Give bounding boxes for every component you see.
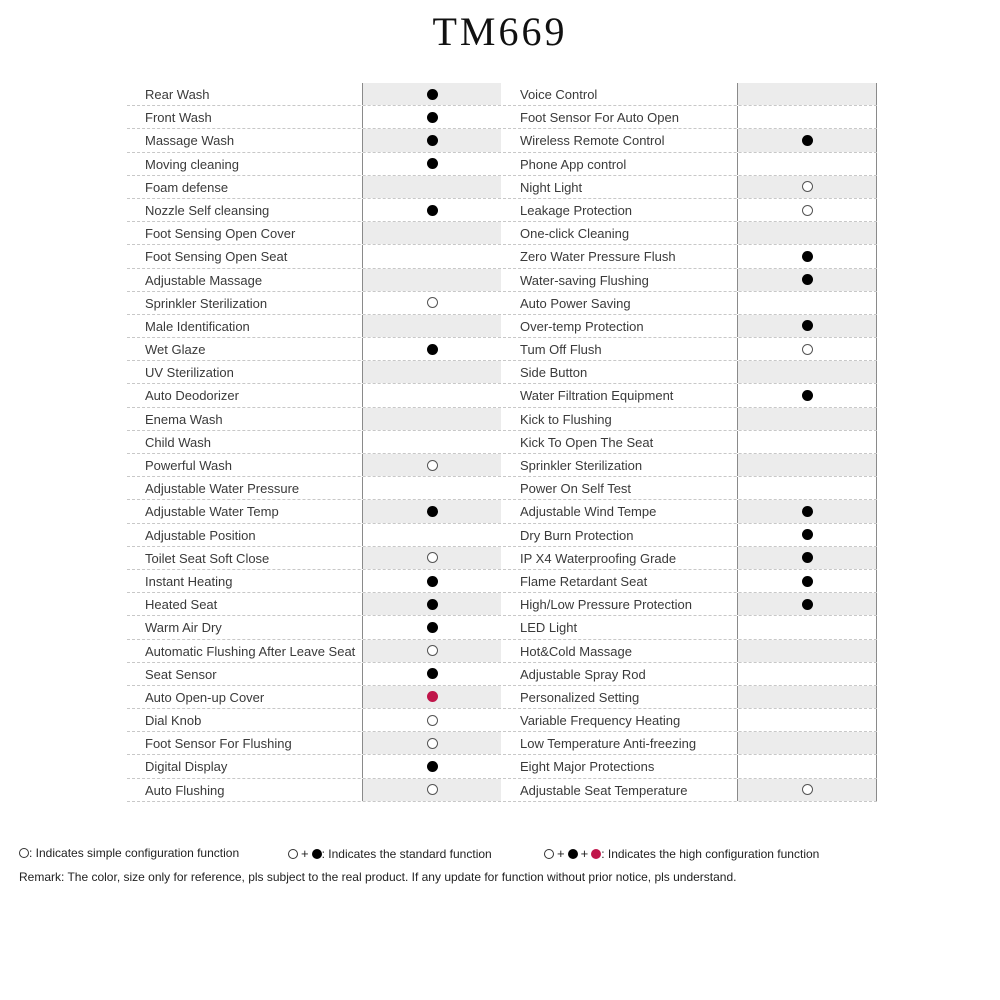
feature-mark-cell: [362, 384, 501, 406]
feature-name: Zero Water Pressure Flush: [520, 249, 676, 265]
feature-mark-cell: [737, 570, 877, 592]
feature-row: [127, 500, 501, 523]
feature-name: LED Light: [520, 620, 578, 636]
feature-name: Foot Sensor For Flushing: [145, 736, 292, 752]
feature-row: [127, 153, 501, 176]
feature-mark-cell: [362, 338, 501, 360]
feature-name: Leakage Protection: [520, 202, 633, 218]
filled-circle-icon: [427, 344, 438, 355]
feature-name: Voice Control: [520, 87, 598, 102]
feature-name: Auto Power Saving: [520, 295, 631, 311]
feature-name: Foot Sensor For Auto Open: [520, 110, 679, 126]
feature-mark-cell: [362, 106, 501, 128]
feature-name: Seat Sensor: [145, 666, 217, 682]
feature-row: [503, 570, 877, 593]
feature-mark-cell: [362, 686, 501, 708]
feature-row: [503, 616, 877, 639]
hollow-circle-icon: [427, 715, 438, 726]
feature-name: Night Light: [520, 179, 583, 195]
feature-mark-cell: [362, 292, 501, 314]
plus-sign: +: [301, 846, 309, 861]
feature-name: One-click Cleaning: [520, 226, 630, 242]
feature-mark-cell: [362, 663, 501, 685]
feature-row: [127, 269, 501, 292]
filled-circle-icon: [427, 576, 438, 587]
hollow-circle-icon: [802, 344, 813, 355]
feature-row: [127, 593, 501, 616]
feature-row: [503, 176, 877, 199]
feature-name: Moving cleaning: [145, 156, 239, 172]
feature-mark-cell: [737, 83, 877, 105]
feature-table-left: [127, 83, 501, 802]
feature-name: Tum Off Flush: [520, 342, 602, 358]
legend-simple: [19, 846, 239, 860]
feature-row: [503, 315, 877, 338]
feature-table-right: [503, 83, 877, 802]
feature-name: Side Button: [520, 365, 588, 381]
feature-name: Power On Self Test: [520, 481, 632, 497]
feature-mark-cell: [737, 593, 877, 615]
feature-mark-cell: [362, 408, 501, 430]
filled-circle-icon: [802, 251, 813, 262]
feature-mark-cell: [737, 709, 877, 731]
feature-row: [503, 547, 877, 570]
feature-mark-cell: [737, 755, 877, 777]
feature-mark-cell: [362, 176, 501, 198]
feature-row: [503, 408, 877, 431]
feature-name: Adjustable Seat Temperature: [520, 782, 688, 798]
feature-mark-cell: [737, 454, 877, 476]
hollow-circle-icon: [427, 645, 438, 656]
feature-row: [503, 222, 877, 245]
legend: [19, 846, 979, 884]
feature-row: [503, 245, 877, 268]
feature-mark-cell: [362, 129, 501, 151]
feature-row: [503, 153, 877, 176]
plus-sign: +: [580, 846, 589, 861]
feature-mark-cell: [737, 524, 877, 546]
feature-name: Adjustable Position: [145, 527, 256, 543]
feature-row: [127, 338, 501, 361]
filled-circle-icon: [427, 89, 438, 100]
feature-mark-cell: [362, 779, 501, 801]
feature-mark-cell: [737, 431, 877, 453]
red-circle-icon: [427, 691, 438, 702]
feature-row: [127, 709, 501, 732]
feature-mark-cell: [737, 361, 877, 383]
feature-row: [127, 755, 501, 778]
filled-circle-icon: [427, 112, 438, 123]
feature-mark-cell: [737, 245, 877, 267]
feature-name: Over-temp Protection: [520, 318, 644, 334]
feature-mark-cell: [362, 755, 501, 777]
feature-row: [127, 663, 501, 686]
feature-name: Variable Frequency Heating: [520, 713, 681, 729]
filled-circle-icon: [802, 390, 813, 401]
feature-row: [503, 755, 877, 778]
feature-mark-cell: [362, 269, 501, 291]
feature-name: Front Wash: [145, 110, 212, 126]
legend-standard: [288, 846, 492, 861]
feature-mark-cell: [362, 709, 501, 731]
feature-mark-cell: [737, 732, 877, 754]
filled-circle-icon: [427, 205, 438, 216]
feature-name: Adjustable Spray Rod: [520, 666, 646, 682]
feature-row: [127, 245, 501, 268]
feature-name: UV Sterilization: [145, 365, 234, 381]
feature-row: [503, 454, 877, 477]
feature-name: Foot Sensing Open Seat: [145, 249, 288, 265]
hollow-circle-icon: [427, 738, 438, 749]
hollow-circle-icon: [544, 849, 554, 859]
feature-row: [127, 524, 501, 547]
feature-mark-cell: [737, 199, 877, 221]
feature-row: [503, 292, 877, 315]
feature-mark-cell: [362, 477, 501, 499]
feature-name: Adjustable Massage: [145, 272, 263, 288]
feature-mark-cell: [737, 153, 877, 175]
feature-name: Instant Heating: [145, 573, 233, 589]
feature-row: [127, 640, 501, 663]
feature-name: Water Filtration Equipment: [520, 388, 674, 404]
feature-row: [127, 315, 501, 338]
feature-row: [503, 779, 877, 802]
filled-circle-icon: [802, 552, 813, 563]
filled-circle-icon: [802, 529, 813, 540]
feature-name: Nozzle Self cleansing: [145, 202, 270, 218]
feature-row: [503, 361, 877, 384]
filled-circle-icon: [312, 849, 322, 859]
feature-row: [127, 686, 501, 709]
legend-simple-text: : Indicates simple configuration function: [29, 846, 240, 860]
hollow-circle-icon: [427, 460, 438, 471]
filled-circle-icon: [427, 506, 438, 517]
feature-mark-cell: [737, 616, 877, 638]
feature-name: Warm Air Dry: [145, 620, 222, 636]
feature-mark-cell: [362, 361, 501, 383]
remark-text: Remark: The color, size only for reference, pls subject to the real product. If any update for function without prior notice, pls understand.: [19, 870, 737, 884]
feature-name: IP X4 Waterproofing Grade: [520, 550, 677, 566]
feature-row: [127, 454, 501, 477]
feature-row: [127, 292, 501, 315]
feature-name: Massage Wash: [145, 133, 235, 149]
feature-name: Rear Wash: [145, 87, 210, 102]
feature-row: [127, 431, 501, 454]
feature-name: Adjustable Water Pressure: [145, 481, 300, 497]
feature-name: Foam defense: [145, 179, 229, 195]
hollow-circle-icon: [19, 848, 29, 858]
feature-row: [503, 640, 877, 663]
feature-name: High/Low Pressure Protection: [520, 597, 692, 613]
legend-high-text: : Indicates the high configuration function: [601, 846, 820, 861]
feature-name: Wireless Remote Control: [520, 133, 665, 149]
feature-mark-cell: [737, 547, 877, 569]
filled-circle-icon: [427, 622, 438, 633]
feature-mark-cell: [362, 640, 501, 662]
feature-row: [127, 779, 501, 802]
feature-name: Heated Seat: [145, 597, 218, 613]
feature-row: [127, 106, 501, 129]
feature-row: [127, 477, 501, 500]
feature-name: Digital Display: [145, 759, 228, 775]
feature-name: Automatic Flushing After Leave Seat: [145, 643, 356, 659]
feature-mark-cell: [362, 454, 501, 476]
feature-mark-cell: [737, 222, 877, 244]
feature-mark-cell: [737, 106, 877, 128]
filled-circle-icon: [427, 599, 438, 610]
feature-row: [503, 709, 877, 732]
feature-mark-cell: [362, 593, 501, 615]
feature-name: Auto Flushing: [145, 782, 225, 798]
feature-mark-cell: [737, 408, 877, 430]
filled-circle-icon: [427, 135, 438, 146]
feature-name: Low Temperature Anti-freezing: [520, 736, 697, 752]
feature-mark-cell: [737, 663, 877, 685]
hollow-circle-icon: [802, 784, 813, 795]
feature-mark-cell: [737, 686, 877, 708]
feature-name: Sprinkler Sterilization: [520, 458, 643, 473]
filled-circle-icon: [568, 849, 578, 859]
feature-row: [127, 222, 501, 245]
feature-name: Auto Deodorizer: [145, 388, 239, 404]
feature-row: [503, 83, 877, 106]
feature-name: Phone App control: [520, 156, 627, 172]
feature-mark-cell: [737, 292, 877, 314]
feature-mark-cell: [737, 315, 877, 337]
hollow-circle-icon: [802, 181, 813, 192]
feature-name: Dry Burn Protection: [520, 527, 634, 543]
feature-mark-cell: [362, 732, 501, 754]
feature-name: Male Identification: [145, 318, 250, 334]
page-title: TM669: [432, 9, 568, 54]
feature-row: [503, 663, 877, 686]
feature-row: [127, 129, 501, 152]
feature-mark-cell: [737, 338, 877, 360]
feature-row: [127, 547, 501, 570]
feature-mark-cell: [737, 384, 877, 406]
feature-mark-cell: [362, 245, 501, 267]
hollow-circle-icon: [802, 205, 813, 216]
filled-circle-icon: [802, 599, 813, 610]
feature-row: [127, 361, 501, 384]
red-circle-icon: [591, 849, 601, 859]
feature-mark-cell: [362, 547, 501, 569]
feature-row: [503, 129, 877, 152]
feature-row: [503, 199, 877, 222]
feature-mark-cell: [362, 83, 501, 105]
feature-row: [127, 199, 501, 222]
feature-row: [503, 269, 877, 292]
feature-row: [503, 524, 877, 547]
filled-circle-icon: [802, 320, 813, 331]
feature-row: [127, 176, 501, 199]
feature-row: [127, 384, 501, 407]
feature-name: Water-saving Flushing: [520, 272, 649, 288]
legend-standard-text: : Indicates the standard function: [321, 846, 492, 861]
feature-row: [127, 732, 501, 755]
feature-name: Dial Knob: [145, 713, 202, 729]
feature-row: [503, 732, 877, 755]
hollow-circle-icon: [427, 297, 438, 308]
feature-mark-cell: [362, 570, 501, 592]
feature-mark-cell: [737, 176, 877, 198]
feature-row: [127, 570, 501, 593]
feature-mark-cell: [362, 199, 501, 221]
feature-name: Kick To Open The Seat: [520, 434, 654, 450]
filled-circle-icon: [427, 668, 438, 679]
feature-name: Flame Retardant Seat: [520, 573, 648, 589]
feature-name: Eight Major Protections: [520, 759, 655, 775]
feature-name: Foot Sensing Open Cover: [145, 226, 296, 242]
plus-sign: +: [557, 846, 565, 861]
feature-mark-cell: [362, 431, 501, 453]
feature-name: Personalized Setting: [520, 689, 640, 705]
feature-name: Adjustable Water Temp: [145, 504, 279, 520]
feature-mark-cell: [737, 500, 877, 522]
feature-name: Powerful Wash: [145, 458, 232, 473]
feature-mark-cell: [737, 269, 877, 291]
feature-mark-cell: [737, 477, 877, 499]
filled-circle-icon: [802, 576, 813, 587]
feature-name: Adjustable Wind Tempe: [520, 504, 657, 520]
feature-name: Auto Open-up Cover: [145, 689, 265, 705]
feature-row: [503, 431, 877, 454]
feature-name: Child Wash: [145, 434, 211, 450]
feature-name: Wet Glaze: [145, 342, 206, 358]
hollow-circle-icon: [427, 552, 438, 563]
feature-name: Toilet Seat Soft Close: [145, 550, 270, 566]
feature-row: [503, 477, 877, 500]
feature-mark-cell: [362, 616, 501, 638]
feature-row: [503, 593, 877, 616]
feature-row: [127, 408, 501, 431]
feature-name: Kick to Flushing: [520, 411, 612, 427]
feature-row: [503, 384, 877, 407]
filled-circle-icon: [802, 135, 813, 146]
feature-row: [127, 616, 501, 639]
feature-row: [503, 106, 877, 129]
feature-row: [503, 686, 877, 709]
feature-row: [503, 500, 877, 523]
feature-row: [127, 83, 501, 106]
feature-mark-cell: [737, 129, 877, 151]
hollow-circle-icon: [427, 784, 438, 795]
feature-mark-cell: [362, 315, 501, 337]
filled-circle-icon: [802, 274, 813, 285]
feature-mark-cell: [737, 640, 877, 662]
feature-mark-cell: [362, 500, 501, 522]
feature-name: Hot&Cold Massage: [520, 643, 632, 659]
filled-circle-icon: [427, 158, 438, 169]
legend-high: [544, 846, 819, 861]
filled-circle-icon: [802, 506, 813, 517]
feature-name: Sprinkler Sterilization: [145, 295, 268, 311]
filled-circle-icon: [427, 761, 438, 772]
feature-mark-cell: [737, 779, 877, 801]
feature-row: [503, 338, 877, 361]
feature-mark-cell: [362, 524, 501, 546]
feature-mark-cell: [362, 222, 501, 244]
feature-mark-cell: [362, 153, 501, 175]
hollow-circle-icon: [288, 849, 298, 859]
feature-name: Enema Wash: [145, 411, 223, 427]
